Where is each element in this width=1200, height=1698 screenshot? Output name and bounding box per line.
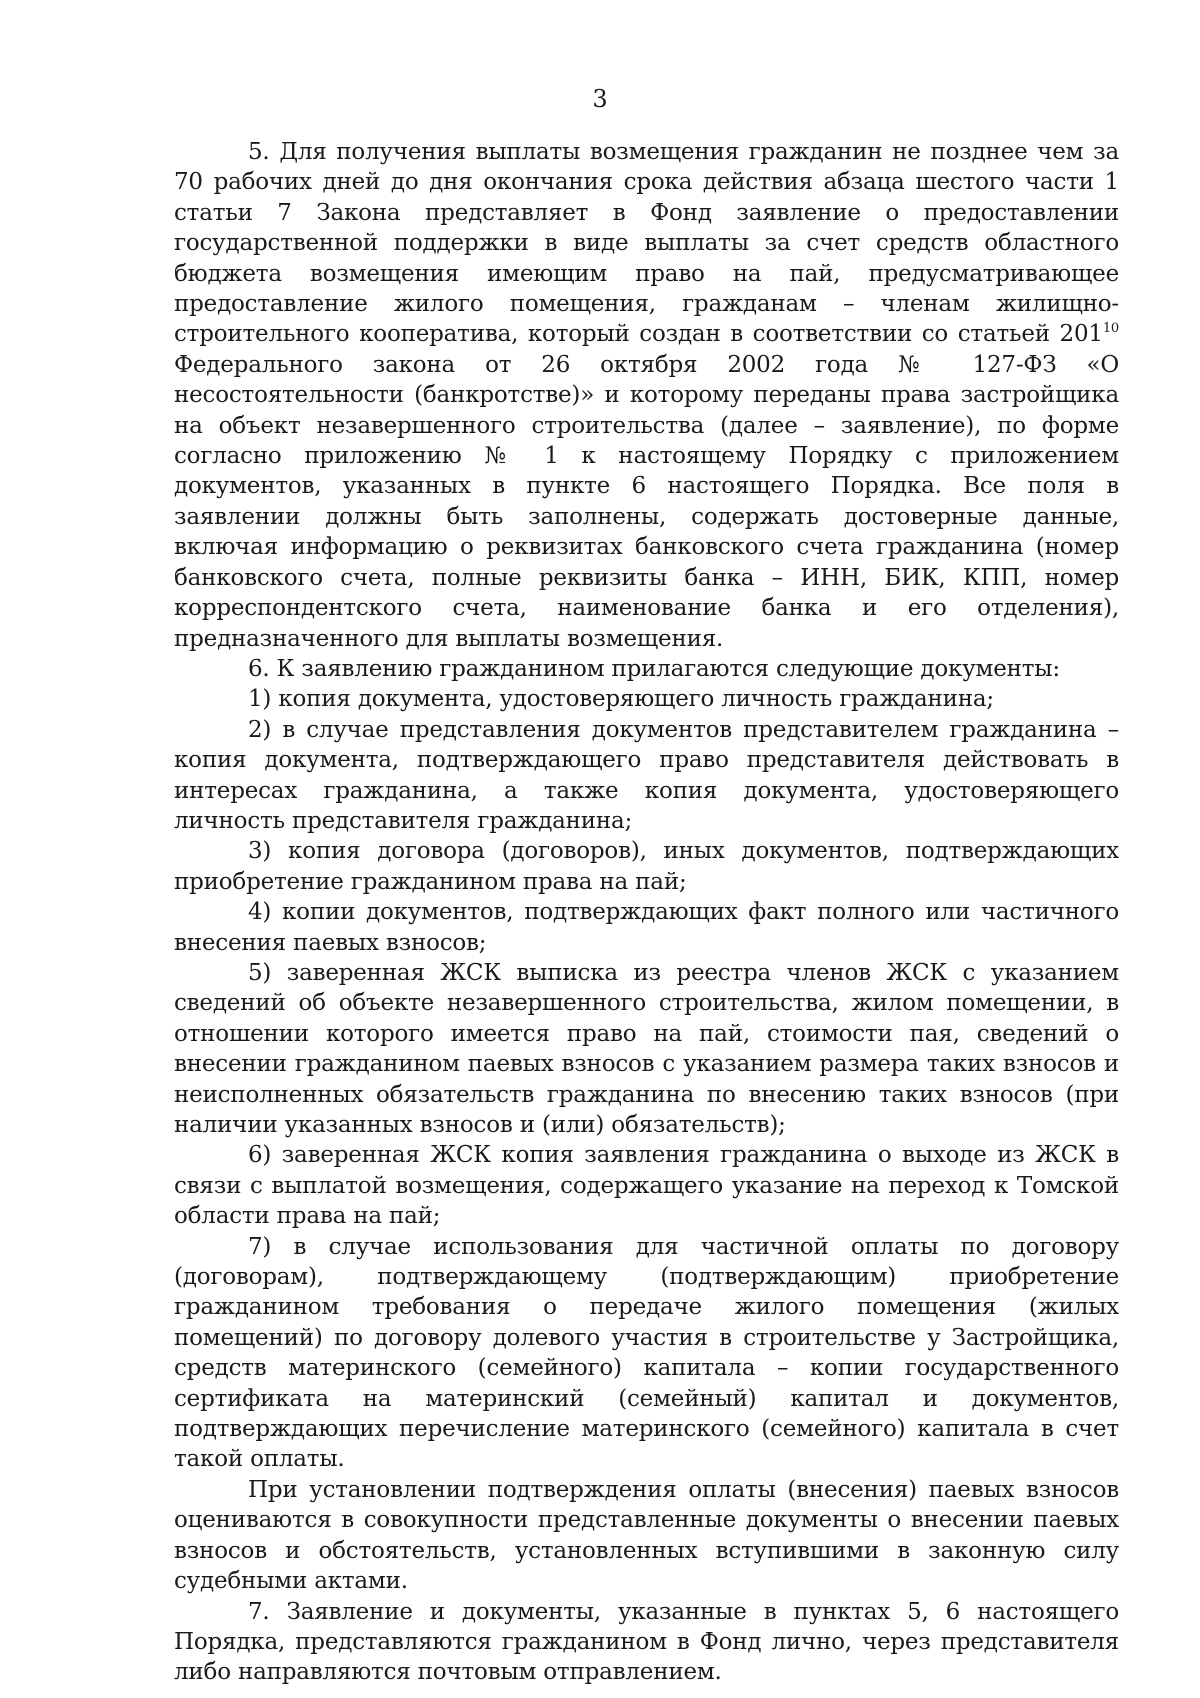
paragraph-text: 5. Для получения выплаты возмещения гражданин не позднее чем за 70 рабочих дней до дня окончания срока действия абзаца шестого части 1 статьи 7 Закона представляет в Фонд заявление о предоставлении государственной поддержки в виде выплаты за счет средств областного бюджета возмещения имеющим право на пай, предусматривающее предоставление жилого помещения, гражданам – членам жилищно-строительного кооператива, который создан в соответствии со статьей 201 bbox=[174, 139, 1119, 348]
list-item-6-6: 6) заверенная ЖСК копия заявления гражданина о выходе из ЖСК в связи с выплатой возмещения, содержащего указание на переход к Томской области права на пай; bbox=[174, 1142, 1119, 1230]
list-item-6-1: 1) копия документа, удостоверяющего личность гражданина; bbox=[248, 686, 994, 713]
paragraph-item-7: 7. Заявление и документы, указанные в пунктах 5, 6 настоящего Порядка, представляются гражданином в Фонд лично, через представителя либо направляются почтовым отправлением. bbox=[174, 1598, 1119, 1686]
list-item-6-3: 3) копия договора (договоров), иных документов, подтверждающих приобретение гражданином права на пай; bbox=[174, 838, 1119, 895]
paragraph-item-5 bbox=[174, 137, 1119, 654]
paragraph-item-6: 6. К заявлению гражданином прилагаются следующие документы: bbox=[248, 655, 1060, 682]
article-superscript: 10 bbox=[1102, 321, 1119, 337]
list-item-6-7: 7) в случае использования для частичной оплаты по договору (договорам), подтверждающему (подтверждающим) приобретение гражданином требования о передаче жилого помещения (жилых помещений) по договору долевого участия в строительстве у Застройщика, средств материнского (семейного) капитала – копии государственного сертификата на материнский (семейный) капитал и документов, подтверждающих перечисление материнского (семейного) капитала в счет такой оплаты. bbox=[174, 1233, 1119, 1473]
document-body bbox=[174, 137, 1119, 1688]
paragraph-text-continued: Федерального закона от 26 октября 2002 года № 127-ФЗ «О несостоятельности (банкротстве)» и которому переданы права застройщика на объект незавершенного строительства (далее – заявление), по форме согласно приложению № 1 к настоящему Порядку с приложением документов, указанных в пункте 6 настоящего Порядка. Все поля в заявлении должны быть заполнены, содержать достоверные данные, включая информацию о реквизитах банковского счета гражданина (номер банковского счета, полные реквизиты банка – ИНН, БИК, КПП, номер корреспондентского счета, наименование банка и его отделения), предназначенного для выплаты возмещения. bbox=[174, 351, 1119, 652]
list-item-6-2: 2) в случае представления документов представителем гражданина – копия документа, подтверждающего право представителя действовать в интересах гражданина, а также копия документа, удостоверяющего личность представителя гражданина; bbox=[174, 716, 1119, 834]
page-number: 3 bbox=[592, 85, 608, 113]
list-item-6-4: 4) копии документов, подтверждающих факт полного или частичного внесения паевых взносов; bbox=[174, 899, 1119, 956]
list-item-6-5: 5) заверенная ЖСК выписка из реестра членов ЖСК с указанием сведений об объекте незавершенного строительства, жилом помещении, в отношении которого имеется право на пай, стоимости пая, сведений о внесении гражданином паевых взносов с указанием размера таких взносов и неисполненных обязательств гражданина по внесению таких взносов (при наличии указанных взносов и (или) обязательств); bbox=[174, 959, 1119, 1138]
paragraph-note: При установлении подтверждения оплаты (внесения) паевых взносов оцениваются в совокупности представленные документы о внесении паевых взносов и обстоятельств, установленных вступившими в законную силу судебными актами. bbox=[174, 1476, 1119, 1595]
